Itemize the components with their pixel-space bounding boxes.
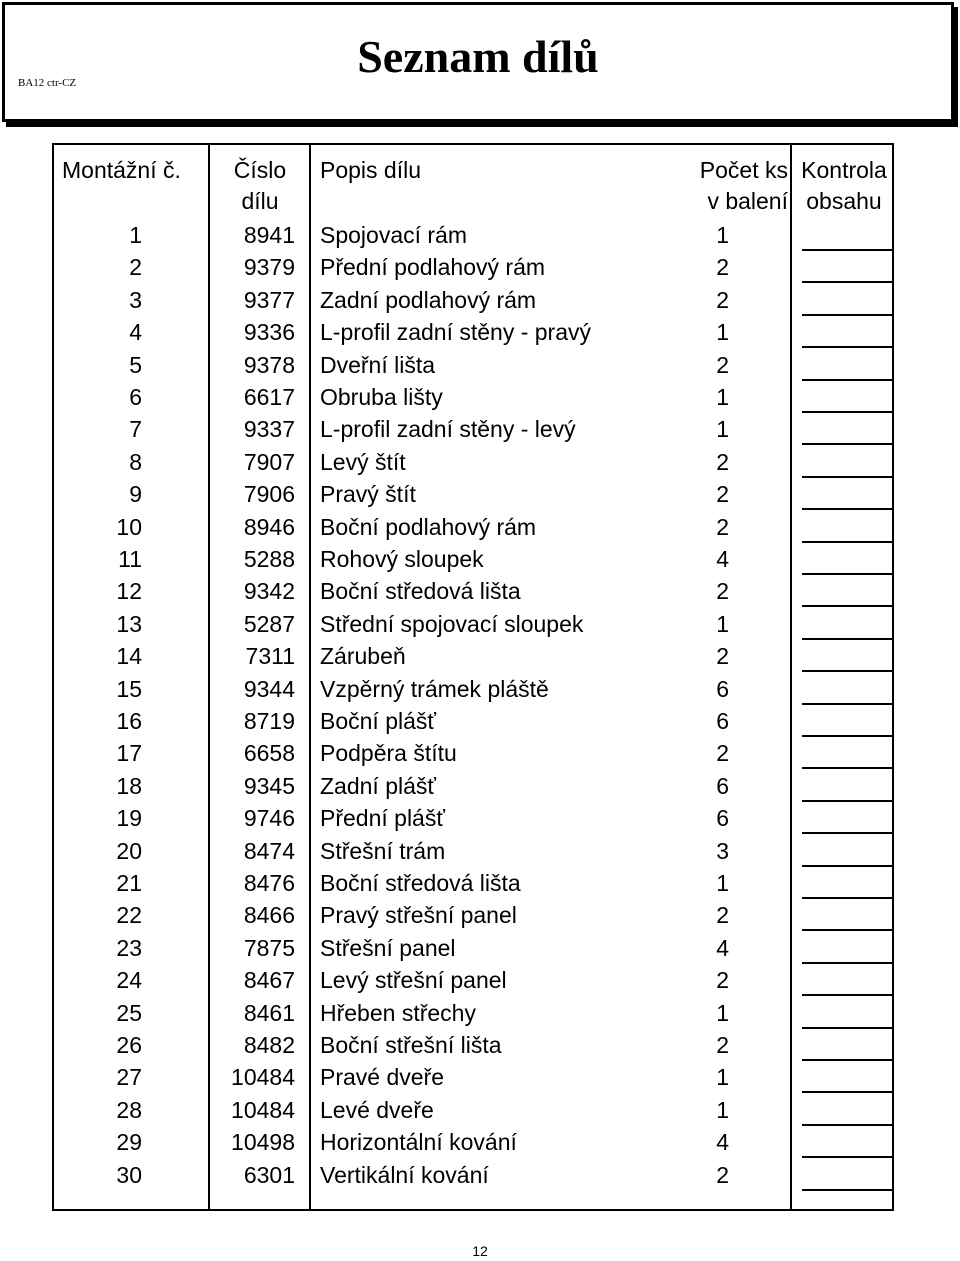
table-row bbox=[54, 381, 892, 413]
description-cell: Levý střešní panel bbox=[320, 967, 507, 994]
description-cell: Boční středová lišta bbox=[320, 870, 521, 896]
assembly-number-cell: 6 bbox=[129, 384, 142, 410]
description-cell: Zadní podlahový rám bbox=[320, 286, 537, 313]
part-number-cell: 9746 bbox=[243, 805, 295, 832]
assembly-number-cell: 3 bbox=[129, 286, 142, 313]
part-number-cell: 8482 bbox=[243, 1032, 295, 1058]
part-number-cell: 8941 bbox=[243, 222, 295, 248]
description-cell: Vzpěrný trámek pláště bbox=[320, 675, 549, 702]
description-cell: Střešní trám bbox=[320, 837, 446, 864]
assembly-number-cell: 23 bbox=[116, 934, 142, 961]
assembly-number-cell: 30 bbox=[116, 1161, 142, 1188]
quantity-cell: 2 bbox=[716, 578, 729, 605]
description-cell: Spojovací rám bbox=[320, 222, 468, 248]
table-row bbox=[54, 770, 892, 802]
part-number-cell: 9344 bbox=[243, 675, 295, 702]
part-number-cell: 8474 bbox=[243, 837, 295, 864]
part-number-cell: 7311 bbox=[245, 643, 295, 670]
description-cell: Hřeben střechy bbox=[320, 999, 476, 1026]
assembly-number-cell: 22 bbox=[116, 902, 142, 929]
assembly-number-cell: 28 bbox=[116, 1096, 142, 1123]
assembly-number-cell: 16 bbox=[116, 708, 142, 734]
part-number-cell: 8719 bbox=[243, 708, 295, 734]
page-title: Seznam dílů bbox=[357, 31, 599, 82]
check-line[interactable] bbox=[802, 1189, 894, 1191]
quantity-cell: 2 bbox=[716, 481, 729, 508]
quantity-cell: 2 bbox=[716, 643, 729, 670]
assembly-number-cell: 5 bbox=[129, 351, 142, 378]
table-row bbox=[54, 349, 892, 381]
quantity-cell: 2 bbox=[716, 902, 729, 929]
quantity-cell: 4 bbox=[716, 546, 729, 572]
assembly-number-cell: 1 bbox=[129, 222, 142, 248]
table-row bbox=[54, 802, 892, 834]
table-row bbox=[54, 997, 892, 1029]
table-row bbox=[54, 964, 892, 996]
assembly-number-cell: 25 bbox=[116, 999, 142, 1026]
part-number-cell: 8946 bbox=[243, 513, 295, 540]
part-number-cell: 8467 bbox=[243, 967, 295, 994]
description-cell: Boční plášť bbox=[320, 708, 437, 734]
part-number-cell: 9379 bbox=[243, 254, 295, 281]
assembly-number-cell: 9 bbox=[129, 481, 142, 508]
quantity-cell: 1 bbox=[716, 610, 729, 637]
quantity-cell: 2 bbox=[716, 740, 729, 767]
table-row bbox=[54, 1159, 892, 1191]
table-row bbox=[54, 867, 892, 899]
description-cell: Přední plášť bbox=[320, 805, 445, 832]
description-cell: Boční střešní lišta bbox=[320, 1032, 502, 1058]
title-box bbox=[2, 2, 954, 122]
part-number-cell: 9377 bbox=[243, 286, 295, 313]
quantity-cell: 1 bbox=[716, 1096, 729, 1123]
header-part-number: Číslo dílu bbox=[233, 157, 287, 214]
description-cell: Rohový sloupek bbox=[320, 546, 484, 572]
description-cell: L-profil zadní stěny - levý bbox=[320, 416, 576, 443]
table-row bbox=[54, 316, 892, 348]
page-number: 12 bbox=[472, 1243, 488, 1259]
quantity-cell: 1 bbox=[716, 1064, 729, 1091]
quantity-cell: 1 bbox=[716, 416, 729, 443]
description-cell: Střední spojovací sloupek bbox=[320, 610, 584, 637]
quantity-cell: 6 bbox=[716, 772, 729, 799]
quantity-cell: 2 bbox=[716, 286, 729, 313]
part-number-cell: 8476 bbox=[243, 870, 295, 896]
part-number-cell: 10498 bbox=[231, 1129, 295, 1156]
description-cell: Pravý štít bbox=[320, 481, 416, 508]
part-number-cell: 7907 bbox=[243, 448, 295, 475]
table-row bbox=[54, 251, 892, 283]
header-quantity: Počet ks v balení bbox=[699, 157, 788, 214]
quantity-cell: 6 bbox=[716, 708, 729, 734]
assembly-number-cell: 20 bbox=[116, 837, 142, 864]
assembly-number-cell: 13 bbox=[116, 610, 142, 637]
quantity-cell: 2 bbox=[716, 254, 729, 281]
description-cell: Horizontální kování bbox=[320, 1129, 517, 1156]
table-row bbox=[54, 543, 892, 575]
header-description: Popis dílu bbox=[320, 157, 422, 183]
description-cell: Vertikální kování bbox=[320, 1161, 489, 1188]
table-row bbox=[54, 1061, 892, 1093]
part-number-cell: 9345 bbox=[243, 772, 295, 799]
assembly-number-cell: 15 bbox=[116, 675, 142, 702]
table-row bbox=[54, 284, 892, 316]
description-cell: Zárubeň bbox=[320, 643, 406, 670]
quantity-cell: 1 bbox=[716, 999, 729, 1026]
parts-table bbox=[52, 143, 894, 1211]
assembly-number-cell: 18 bbox=[116, 772, 142, 799]
part-number-cell: 7875 bbox=[243, 934, 295, 961]
assembly-number-cell: 27 bbox=[116, 1064, 142, 1091]
quantity-cell: 6 bbox=[716, 805, 729, 832]
assembly-number-cell: 29 bbox=[116, 1129, 142, 1156]
table-row bbox=[54, 1029, 892, 1061]
quantity-cell: 4 bbox=[716, 934, 729, 961]
description-cell: Pravý střešní panel bbox=[320, 902, 517, 929]
quantity-cell: 3 bbox=[716, 837, 729, 864]
assembly-number-cell: 10 bbox=[116, 513, 142, 540]
quantity-cell: 1 bbox=[716, 222, 729, 248]
part-number-cell: 6658 bbox=[243, 740, 295, 767]
part-number-cell: 5288 bbox=[243, 546, 295, 572]
table-row bbox=[54, 478, 892, 510]
assembly-number-cell: 21 bbox=[116, 870, 142, 896]
part-number-cell: 5287 bbox=[243, 610, 295, 637]
description-cell: Přední podlahový rám bbox=[320, 254, 546, 281]
table-row bbox=[54, 737, 892, 769]
quantity-cell: 2 bbox=[716, 513, 729, 540]
description-cell: Střešní panel bbox=[320, 934, 456, 961]
table-row bbox=[54, 705, 892, 737]
table-row bbox=[54, 511, 892, 543]
assembly-number-cell: 14 bbox=[116, 643, 142, 670]
assembly-number-cell: 8 bbox=[129, 448, 142, 475]
description-cell: Levý štít bbox=[320, 448, 406, 475]
part-number-cell: 9342 bbox=[243, 578, 295, 605]
part-number-cell: 10484 bbox=[231, 1064, 295, 1091]
quantity-cell: 2 bbox=[716, 967, 729, 994]
quantity-cell: 1 bbox=[716, 384, 729, 410]
part-number-cell: 6617 bbox=[243, 384, 295, 410]
quantity-cell: 4 bbox=[716, 1129, 729, 1156]
part-number-cell: 6301 bbox=[243, 1161, 295, 1188]
assembly-number-cell: 12 bbox=[116, 578, 142, 605]
assembly-number-cell: 26 bbox=[116, 1032, 142, 1058]
description-cell: Obruba lišty bbox=[320, 384, 443, 410]
part-number-cell: 8466 bbox=[243, 902, 295, 929]
quantity-cell: 2 bbox=[716, 1032, 729, 1058]
part-number-cell: 9378 bbox=[243, 351, 295, 378]
description-cell: L-profil zadní stěny - pravý bbox=[320, 319, 592, 346]
description-cell: Zadní plášť bbox=[320, 772, 437, 799]
part-number-cell: 9337 bbox=[243, 416, 295, 443]
table-row bbox=[54, 932, 892, 964]
quantity-cell: 1 bbox=[716, 319, 729, 346]
part-number-cell: 9336 bbox=[243, 319, 295, 346]
assembly-number-cell: 4 bbox=[129, 319, 142, 346]
table-row bbox=[54, 608, 892, 640]
table-row bbox=[54, 835, 892, 867]
header-assembly-number: Montážní č. bbox=[62, 157, 181, 183]
table-row bbox=[54, 219, 892, 251]
table-row bbox=[54, 1126, 892, 1158]
part-number-cell: 8461 bbox=[243, 999, 295, 1026]
table-row bbox=[54, 1094, 892, 1126]
table-row bbox=[54, 899, 892, 931]
assembly-number-cell: 17 bbox=[116, 740, 142, 767]
quantity-cell: 2 bbox=[716, 351, 729, 378]
quantity-cell: 2 bbox=[716, 1161, 729, 1188]
description-cell: Levé dveře bbox=[320, 1096, 434, 1123]
assembly-number-cell: 2 bbox=[129, 254, 142, 281]
table-row bbox=[54, 640, 892, 672]
table-row bbox=[54, 673, 892, 705]
assembly-number-cell: 11 bbox=[118, 546, 142, 572]
part-number-cell: 7906 bbox=[243, 481, 295, 508]
table-row bbox=[54, 413, 892, 445]
description-cell: Pravé dveře bbox=[320, 1064, 445, 1091]
document-code: BA12 ctr-CZ bbox=[18, 77, 77, 89]
part-number-cell: 10484 bbox=[231, 1096, 295, 1123]
description-cell: Dveřní lišta bbox=[320, 351, 436, 378]
description-cell: Podpěra štítu bbox=[320, 740, 457, 767]
header-content-check: Kontrola obsahu bbox=[801, 157, 887, 214]
description-cell: Boční středová lišta bbox=[320, 578, 521, 605]
assembly-number-cell: 7 bbox=[129, 416, 142, 443]
quantity-cell: 1 bbox=[716, 870, 729, 896]
description-cell: Boční podlahový rám bbox=[320, 513, 537, 540]
table-row bbox=[54, 446, 892, 478]
quantity-cell: 6 bbox=[716, 675, 729, 702]
quantity-cell: 2 bbox=[716, 448, 729, 475]
table-row bbox=[54, 575, 892, 607]
assembly-number-cell: 24 bbox=[116, 967, 142, 994]
assembly-number-cell: 19 bbox=[116, 805, 142, 832]
